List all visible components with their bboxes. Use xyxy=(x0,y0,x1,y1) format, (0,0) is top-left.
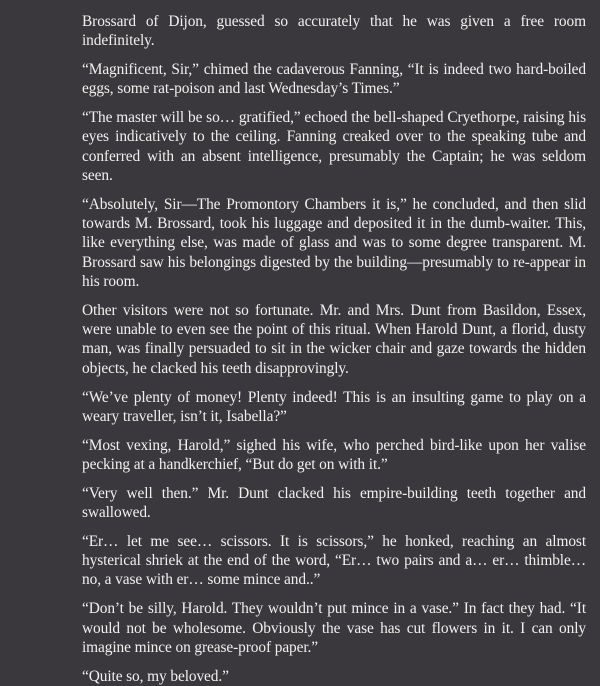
paragraph: Brossard of Dijon, guessed so accurately that he was given a free room indefinitely. xyxy=(82,13,586,50)
paragraph: “Absolutely, Sir—The Promontory Chambers it is,” he concluded, and then slid towards M. Brossard, took his luggage and deposited it in the dumb-waiter. This, like everything else, was made of glass and was to some degree transparent. M. Brossard saw his belongings digested by the building—presumably to re-appear in his room. xyxy=(82,195,586,291)
body-text xyxy=(82,12,586,686)
paragraph: “Er… let me see… scissors. It is scissors,” he honked, reaching an almost hysterical shriek at the end of the word, “Er… two pairs and a… er… thimble… no, a vase with er… some mince and..” xyxy=(82,532,586,589)
paragraph: “Magnificent, Sir,” chimed the cadaverous Fanning, “It is indeed two hard-boiled eggs, some rat-poison and last Wednesday’s Times.” xyxy=(82,61,586,98)
paragraph: “Very well then.” Mr. Dunt clacked his empire-building teeth together and swallowed. xyxy=(82,484,586,522)
paragraph: “Most vexing, Harold,” sighed his wife, who perched bird-like upon her valise pecking at a handkerchief, “But do get on with it.” xyxy=(82,436,586,473)
paragraph: “Quite so, my beloved.” xyxy=(82,667,229,685)
paragraph: “Don’t be silly, Harold. They wouldn’t put mince in a vase.” In fact they had. “It would not be wholesome. Obviously the vase has cut flowers in it. I can only imagine mince on grease-proof paper.” xyxy=(82,600,586,656)
paragraph: “We’ve plenty of money! Plenty indeed! This is an insulting game to play on a weary traveller, isn’t it, Isabella?” xyxy=(82,388,586,425)
paragraph: “The master will be so… gratified,” echoed the bell-shaped Cryethorpe, raising his eyes indicatively to the ceiling. Fanning creaked over to the speaking tube and conferred with an absent intelligence, presumably the Captain; he was seldom seen. xyxy=(82,109,586,185)
paragraph: Other visitors were not so fortunate. Mr. and Mrs. Dunt from Basildon, Essex, were unable to even see the point of this ritual. When Harold Dunt, a florid, dusty man, was finally persuaded to sit in the wicker chair and gaze towards the hidden objects, he clacked his teeth disapprovingly. xyxy=(82,301,586,377)
